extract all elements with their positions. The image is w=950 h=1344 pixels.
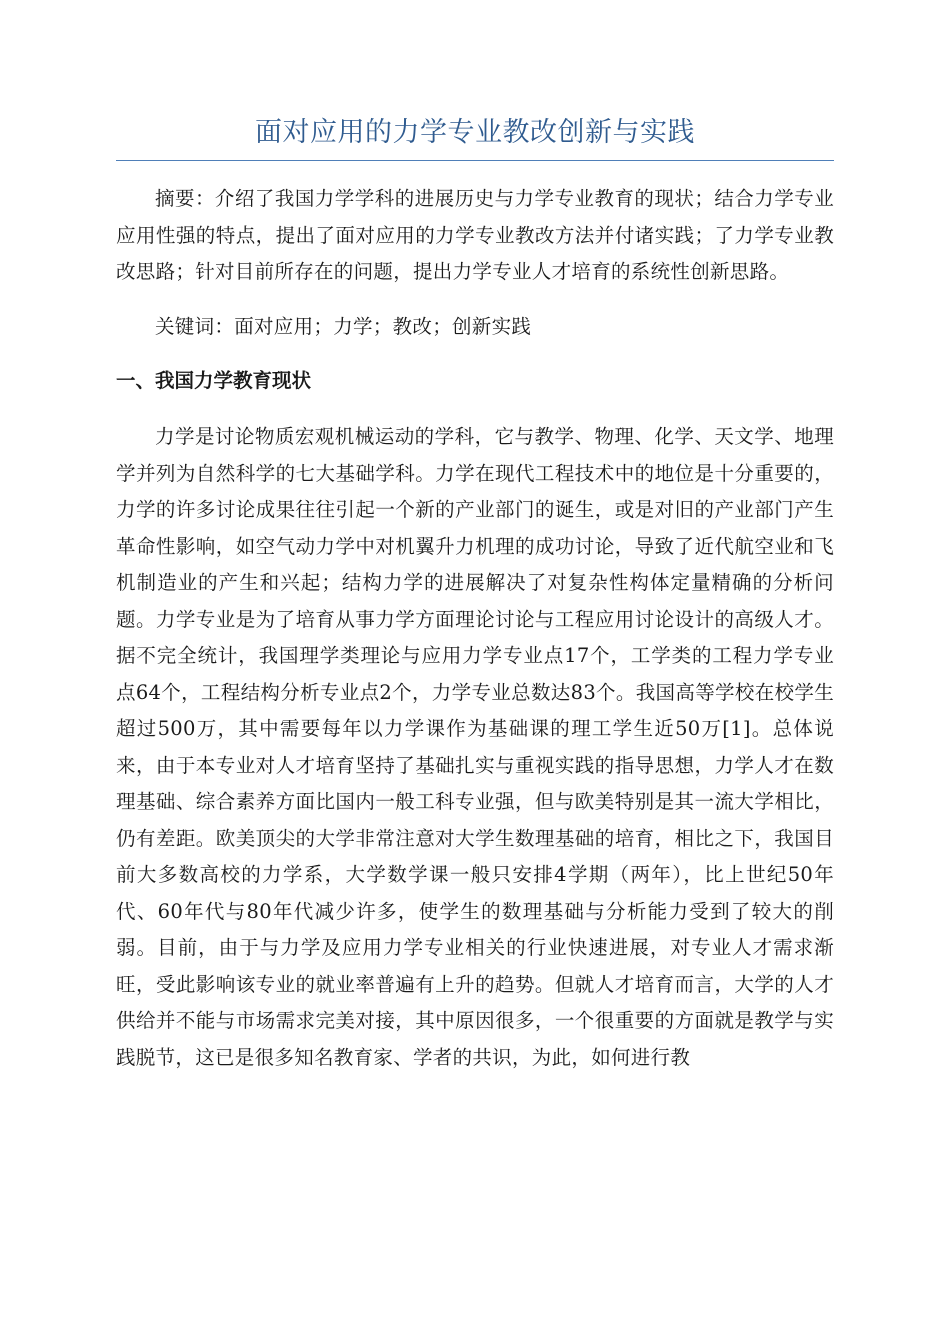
document-page (116, 110, 834, 1076)
section-heading: 一、我国力学教育现状 (116, 369, 312, 392)
keywords-paragraph: 关键词：面对应用；力学；教改；创新实践 (155, 314, 532, 338)
abstract-paragraph: 摘要：介绍了我国力学学科的进展历史与力学专业教育的现状；结合力学专业应用性强的特点，提出了面对应用的力学专业教改方法并付诸实践；了力学专业教改思路；针对目前所存在的问题，提出力学专业人才培育的系统性创新思路。 (116, 187, 834, 283)
document-title: 面对应用的力学专业教改创新与实践 (116, 110, 834, 161)
body-paragraph: 力学是讨论物质宏观机械运动的学科，它与教学、物理、化学、天文学、地理学并列为自然科学的七大基础学科。力学在现代工程技术中的地位是十分重要的，力学的许多讨论成果往往引起一个新的产业部门的诞生，或是对旧的产业部门产生革命性影响，如空气动力学中对机翼升力机理的成功讨论，导致了近代航空业和飞机制造业的产生和兴起；结构力学的进展解决了对复杂性构体定量精确的分析问题。力学专业是为了培育从事力学方面理论讨论与工程应用讨论设计的高级人才。据不完全统计，我国理学类理论与应用力学专业点17个，工学类的工程力学专业点64个，工程结构分析专业点2个，力学专业总数达83个。我国高等学校在校学生超过500万，其中需要每年以力学课作为基础课的理工学生近50万[1]。总体说来，由于本专业对人才培育坚持了基础扎实与重视实践的指导思想，力学人才在数理基础、综合素养方面比国内一般工科专业强，但与欧美特别是其一流大学相比，仍有差距。欧美顶尖的大学非常注意对大学生数理基础的培育，相比之下，我国目前大多数高校的力学系，大学数学课一般只安排4学期（两年），比上世纪50年代、60年代与80年代减少许多，使学生的数理基础与分析能力受到了较大的削弱。目前，由于与力学及应用力学专业相关的行业快速进展，对专业人才需求渐旺，受此影响该专业的就业率普遍有上升的趋势。但就人才培育而言，大学的人才供给并不能与市场需求完美对接，其中原因很多，一个很重要的方面就是教学与实践脱节，这已是很多知名教育家、学者的共识，为此，如何进行教 (116, 425, 834, 1069)
